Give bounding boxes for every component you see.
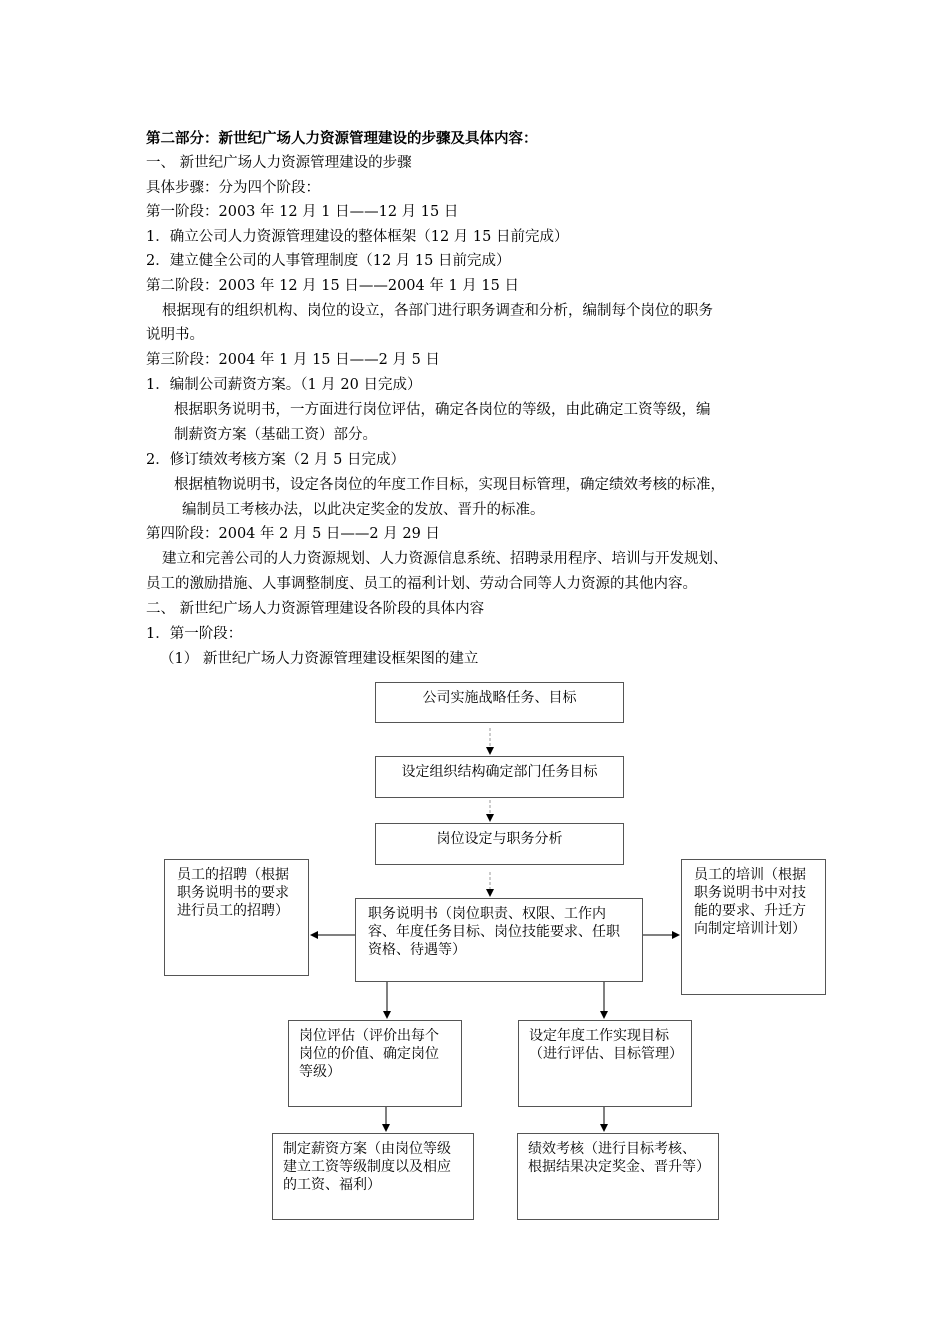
text-line: 根据职务说明书，一方面进行岗位评估，确定各岗位的等级，由此确定工资等级，编 (174, 402, 711, 418)
box-annual-goals: 设定年度工作实现目标（进行评估、目标管理） (518, 1020, 692, 1107)
box-org-structure: 设定组织结构确定部门任务目标 (375, 756, 624, 798)
text-line: 根据植物说明书，设定各岗位的年度工作目标，实现目标管理，确定绩效考核的标准， (174, 477, 725, 493)
text-line: 编制员工考核办法，以此决定奖金的发放、晋升的标准。 (182, 502, 545, 518)
text-line: 员工的激励措施、人事调整制度、员工的福利计划、劳动合同等人力资源的其他内容。 (146, 576, 697, 592)
phase-2-title: 第二阶段：2003 年 12 月 15 日——2004 年 1 月 15 日 (146, 278, 519, 294)
list-item: 1．编制公司薪资方案。（1 月 20 日完成） (146, 377, 422, 393)
step-title: 一、 新世纪广场人力资源管理建设的步骤 (146, 155, 412, 171)
text-line: 根据现有的组织机构、岗位的设立，各部门进行职务调查和分析，编制每个岗位的职务 (162, 303, 713, 319)
text-line: 制薪资方案（基础工资）部分。 (174, 427, 377, 443)
list-item: 2．建立健全公司的人事管理制度（12 月 15 日前完成） (146, 253, 511, 269)
box-job-analysis: 岗位设定与职务分析 (375, 823, 624, 865)
box-recruitment: 员工的招聘（根据职务说明书的要求进行员工的招聘） (164, 859, 309, 976)
box-performance: 绩效考核（进行目标考核、根据结果决定奖金、晋升等） (517, 1133, 719, 1220)
section-heading: 第二部分：新世纪广场人力资源管理建设的步骤及具体内容： (146, 130, 538, 147)
list-item: （1） 新世纪广场人力资源管理建设框架图的建立 (160, 651, 479, 667)
list-item: 1．确立公司人力资源管理建设的整体框架（12 月 15 日前完成） (146, 229, 569, 245)
box-evaluation: 岗位评估（评价出每个岗位的价值、确定岗位等级） (288, 1020, 462, 1107)
text-line: 说明书。 (146, 327, 204, 343)
list-item: 2．修订绩效考核方案（2 月 5 日完成） (146, 452, 406, 468)
text-line: 具体步骤：分为四个阶段： (146, 180, 320, 196)
list-item: 1．第一阶段： (146, 626, 243, 642)
phase-4-title: 第四阶段：2004 年 2 月 5 日——2 月 29 日 (146, 526, 440, 542)
text-line: 建立和完善公司的人力资源规划、人力资源信息系统、招聘录用程序、培训与开发规划、 (162, 551, 728, 567)
box-training: 员工的培训（根据职务说明书中对技能的要求、升迁方向制定培训计划） (681, 859, 826, 995)
box-salary: 制定薪资方案（由岗位等级建立工资等级制度以及相应的工资、福利） (272, 1133, 474, 1220)
box-strategy: 公司实施战略任务、目标 (375, 682, 624, 723)
phase-3-title: 第三阶段：2004 年 1 月 15 日——2 月 5 日 (146, 352, 440, 368)
phase-1-title: 第一阶段：2003 年 12 月 1 日——12 月 15 日 (146, 204, 459, 220)
box-job-description: 职务说明书（岗位职责、权限、工作内容、年度任务目标、岗位技能要求、任职资格、待遇等） (355, 898, 643, 982)
section-subtitle: 二、 新世纪广场人力资源管理建设各阶段的具体内容 (146, 601, 485, 617)
